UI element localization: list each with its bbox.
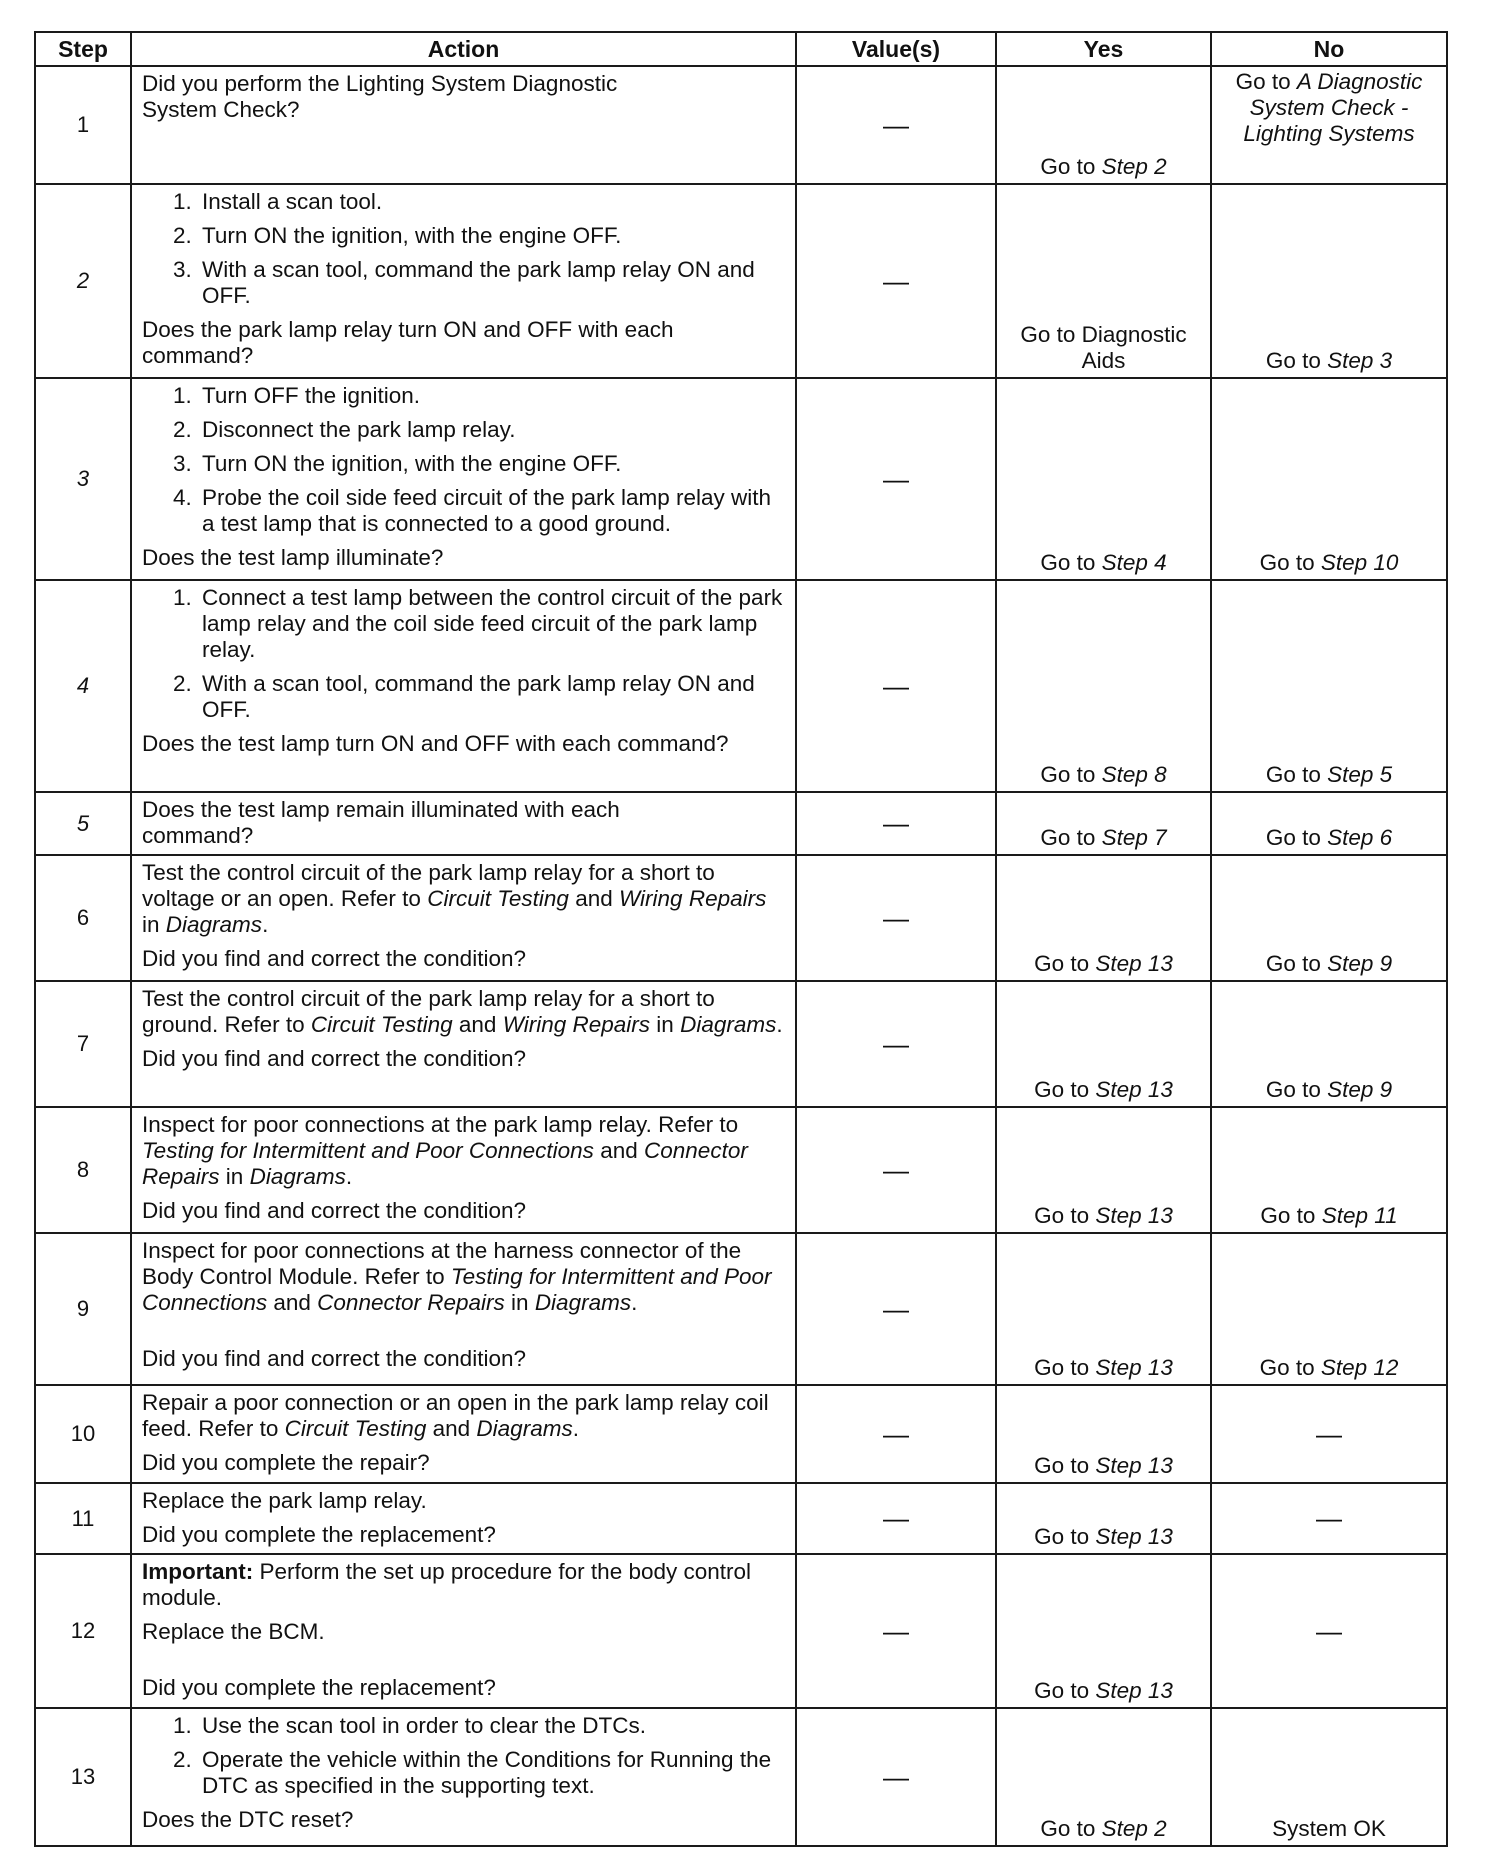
- value-dash: —: [796, 580, 996, 792]
- connector-word: and: [600, 1138, 638, 1163]
- reference-link: Diagrams: [476, 1416, 573, 1441]
- action-cell: [131, 981, 796, 1107]
- list-item: 1. Install a scan tool.: [198, 189, 785, 215]
- step-ref: Step 2: [1101, 154, 1167, 179]
- goto-text: Go to: [1040, 825, 1096, 850]
- value-dash: —: [796, 378, 996, 580]
- action-text: Replace the BCM.: [142, 1619, 325, 1644]
- step-ref: Step 6: [1327, 825, 1393, 850]
- table-row: [35, 1554, 1447, 1708]
- goto-text: Go to: [1034, 1678, 1090, 1703]
- table-row: [35, 184, 1447, 378]
- yes-cell: [996, 66, 1211, 184]
- reference-link: Testing for Intermittent and Poor Connections: [142, 1264, 772, 1315]
- yes-cell: [996, 1233, 1211, 1385]
- action-cell: [131, 1107, 796, 1233]
- step-ref: A Diagnostic System Check - Lighting Systems: [1243, 69, 1423, 146]
- value-dash: —: [796, 1708, 996, 1846]
- reference-link: Testing for Intermittent and Poor Connections: [142, 1138, 594, 1163]
- yes-cell: [996, 1554, 1211, 1708]
- no-cell: [1211, 1107, 1447, 1233]
- list-item: 2. Disconnect the park lamp relay.: [198, 417, 785, 443]
- action-text: Inspect for poor connections at the park lamp relay. Refer to Testing for Intermittent and Poor Connections and Connector Repairs in Diagrams.: [142, 1112, 748, 1189]
- action-question: Did you perform the Lighting System Diagnostic System Check?: [142, 71, 618, 122]
- no-cell: System OK: [1211, 1708, 1447, 1846]
- goto-text: Go to: [1034, 1453, 1090, 1478]
- step-number: 5: [35, 792, 131, 855]
- action-text: Test the control circuit of the park lamp relay for a short to ground. Refer to Circuit Testing and Wiring Repairs in Diagrams.: [142, 986, 783, 1037]
- yes-cell: [996, 1385, 1211, 1483]
- connector-word: in: [225, 1164, 244, 1189]
- action-cell: [131, 1708, 796, 1846]
- list-item: 3. With a scan tool, command the park lamp relay ON and OFF.: [198, 257, 785, 309]
- action-cell: [131, 1554, 796, 1708]
- table-row: [35, 1708, 1447, 1846]
- goto-text: Go to: [1034, 1355, 1090, 1380]
- action-cell: [131, 1385, 796, 1483]
- reference-link: Diagrams: [165, 912, 263, 937]
- goto-text: Go to: [1034, 1203, 1090, 1228]
- step-ref: Step 5: [1327, 762, 1393, 787]
- step-ref: Step 9: [1327, 951, 1393, 976]
- step-ref: Step 13: [1095, 1524, 1173, 1549]
- step-ref: Step 3: [1327, 348, 1393, 373]
- step-ref: Step 9: [1327, 1077, 1393, 1102]
- no-cell: [1211, 378, 1447, 580]
- table-row: [35, 792, 1447, 855]
- step-ref: Step 13: [1095, 951, 1173, 976]
- reference-link: Connector Repairs: [142, 1138, 748, 1189]
- yes-cell: [996, 792, 1211, 855]
- action-cell: [131, 855, 796, 981]
- table-row: [35, 1233, 1447, 1385]
- header-row: [35, 32, 1447, 66]
- no-cell: —: [1211, 1483, 1447, 1554]
- value-dash: —: [796, 1233, 996, 1385]
- yes-cell: Go to Diagnostic Aids: [996, 184, 1211, 378]
- action-text: Inspect for poor connections at the harness connector of the Body Control Module. Refer to Testing for Intermittent and Poor Connections and Connector Repairs in Diagrams.: [142, 1238, 772, 1315]
- goto-text: Go to: [1265, 825, 1321, 850]
- step-ref: Step 13: [1095, 1678, 1173, 1703]
- goto-text: Go to: [1265, 762, 1321, 787]
- instruction-text: Inspect for poor connections at the park lamp relay. Refer to: [142, 1112, 739, 1137]
- instruction-text: Test the control circuit of the park lamp relay for a short to ground. Refer to: [142, 986, 715, 1037]
- step-ref: Step 13: [1095, 1203, 1173, 1228]
- value-dash: —: [796, 1107, 996, 1233]
- action-question: Does the test lamp turn ON and OFF with each command?: [142, 731, 729, 756]
- diagnostic-table: [34, 31, 1448, 1847]
- no-cell: [1211, 580, 1447, 792]
- value-dash: —: [796, 981, 996, 1107]
- connector-word: in: [142, 912, 160, 937]
- procedure-list: [142, 383, 785, 537]
- connector-word: and: [575, 886, 613, 911]
- procedure-list: [142, 1713, 785, 1799]
- yes-cell: [996, 981, 1211, 1107]
- connector-word: and: [458, 1012, 497, 1037]
- step-ref: Step 10: [1320, 550, 1399, 575]
- step-number: 12: [35, 1554, 131, 1708]
- connector-word: and: [432, 1416, 471, 1441]
- goto-text: Go to: [1034, 1077, 1090, 1102]
- connector-word: in: [656, 1012, 674, 1037]
- action-cell: [131, 1233, 796, 1385]
- action-cell: [131, 184, 796, 378]
- header-yes: Yes: [996, 32, 1211, 66]
- header-step: Step: [35, 32, 131, 66]
- step-ref: Step 11: [1321, 1203, 1398, 1228]
- no-cell: [1211, 1233, 1447, 1385]
- instruction-text: Repair a poor connection or an open in the park lamp relay coil feed. Refer to: [142, 1390, 769, 1441]
- action-question: Did you find and correct the condition?: [142, 1198, 526, 1223]
- action-question: Does the park lamp relay turn ON and OFF with each command?: [142, 317, 674, 368]
- step-number: 4: [35, 580, 131, 792]
- procedure-list: [142, 585, 785, 723]
- goto-text: Go to: [1034, 1524, 1090, 1549]
- list-item: 2. With a scan tool, command the park lamp relay ON and OFF.: [198, 671, 785, 723]
- action-question: Did you find and correct the condition?: [142, 946, 526, 971]
- goto-text: Go to: [1260, 1203, 1316, 1228]
- instruction-text: Inspect for poor connections at the harness connector of the Body Control Module. Refer to: [142, 1238, 742, 1289]
- table-row: [35, 580, 1447, 792]
- list-item: 1. Use the scan tool in order to clear the DTCs.: [198, 1713, 785, 1739]
- procedure-list: [142, 189, 785, 309]
- list-item: 2. Operate the vehicle within the Conditions for Running the DTC as specified in the supporting text.: [198, 1747, 785, 1799]
- list-item: 4. Probe the coil side feed circuit of the park lamp relay with a test lamp that is connected to a good ground.: [198, 485, 785, 537]
- reference-link: Circuit Testing: [284, 1416, 427, 1441]
- connector-word: and: [273, 1290, 311, 1315]
- table-row: [35, 1107, 1447, 1233]
- list-item: 1. Turn OFF the ignition.: [198, 383, 785, 409]
- step-number: 2: [35, 184, 131, 378]
- goto-text: Go to: [1040, 762, 1096, 787]
- no-cell: [1211, 792, 1447, 855]
- no-cell: [1211, 855, 1447, 981]
- step-number: 8: [35, 1107, 131, 1233]
- goto-text: Go to: [1265, 951, 1321, 976]
- value-dash: —: [796, 1483, 996, 1554]
- important-note: [142, 1559, 785, 1611]
- step-ref: Step 4: [1101, 550, 1167, 575]
- connector-word: in: [511, 1290, 529, 1315]
- yes-cell: [996, 855, 1211, 981]
- table-row: [35, 1385, 1447, 1483]
- yes-cell: [996, 1708, 1211, 1846]
- action-cell: [131, 66, 796, 184]
- action-question: Does the DTC reset?: [142, 1807, 354, 1832]
- no-cell: [1211, 66, 1447, 184]
- action-text: Replace the park lamp relay.: [142, 1488, 427, 1513]
- yes-cell: [996, 1107, 1211, 1233]
- important-label: Important:: [142, 1559, 254, 1584]
- value-dash: —: [796, 1554, 996, 1708]
- step-number: 3: [35, 378, 131, 580]
- goto-text: Go to: [1265, 348, 1321, 373]
- value-dash: —: [796, 792, 996, 855]
- reference-link: Diagrams: [680, 1012, 777, 1037]
- yes-cell: [996, 378, 1211, 580]
- step-number: 9: [35, 1233, 131, 1385]
- header-no: No: [1211, 32, 1447, 66]
- value-dash: —: [796, 184, 996, 378]
- goto-text: Go to: [1034, 951, 1090, 976]
- step-number: 6: [35, 855, 131, 981]
- action-cell: [131, 378, 796, 580]
- reference-link: Diagrams: [249, 1164, 346, 1189]
- list-item: 2. Turn ON the ignition, with the engine OFF.: [198, 223, 785, 249]
- reference-link: Circuit Testing: [427, 886, 569, 911]
- table-row: [35, 855, 1447, 981]
- goto-text: Go to: [1259, 550, 1315, 575]
- step-ref: Step 13: [1095, 1453, 1173, 1478]
- list-item: 1. Connect a test lamp between the control circuit of the park lamp relay and the coil side feed circuit of the park lamp relay.: [198, 585, 785, 663]
- action-question: Did you complete the replacement?: [142, 1675, 496, 1700]
- step-ref: Step 2: [1101, 1816, 1167, 1841]
- header-action: Action: [131, 32, 796, 66]
- step-number: 11: [35, 1483, 131, 1554]
- reference-link: Wiring Repairs: [619, 886, 767, 911]
- yes-cell: [996, 1483, 1211, 1554]
- reference-link: Connector Repairs: [317, 1290, 505, 1315]
- action-cell: [131, 1483, 796, 1554]
- reference-link: Wiring Repairs: [502, 1012, 651, 1037]
- goto-text: Go to: [1259, 1355, 1315, 1380]
- action-cell: [131, 792, 796, 855]
- reference-link: Diagrams: [534, 1290, 632, 1315]
- reference-link: Circuit Testing: [310, 1012, 453, 1037]
- step-ref: Step 13: [1095, 1077, 1173, 1102]
- action-question: Does the test lamp illuminate?: [142, 545, 444, 570]
- action-question: Does the test lamp remain illuminated with each command?: [142, 797, 620, 848]
- no-cell: [1211, 184, 1447, 378]
- value-dash: —: [796, 1385, 996, 1483]
- step-ref: Step 8: [1101, 762, 1167, 787]
- table-row: [35, 1483, 1447, 1554]
- goto-text: Go to: [1235, 69, 1291, 94]
- step-number: 1: [35, 66, 131, 184]
- important-text: Perform the set up procedure for the body control module.: [142, 1559, 752, 1610]
- step-ref: Step 12: [1320, 1355, 1399, 1380]
- goto-text: Go to: [1265, 1077, 1321, 1102]
- step-ref: Step 13: [1095, 1355, 1173, 1380]
- action-text: Test the control circuit of the park lamp relay for a short to voltage or an open. Refer to Circuit Testing and Wiring Repairs in Diagrams.: [142, 860, 767, 937]
- table-row: [35, 981, 1447, 1107]
- list-item: 3. Turn ON the ignition, with the engine OFF.: [198, 451, 785, 477]
- no-cell: [1211, 981, 1447, 1107]
- goto-text: Go to: [1040, 154, 1096, 179]
- instruction-text: Test the control circuit of the park lamp relay for a short to voltage or an open. Refer to: [142, 860, 715, 911]
- step-ref: Step 7: [1101, 825, 1167, 850]
- no-cell: —: [1211, 1385, 1447, 1483]
- goto-text: Go to: [1040, 1816, 1096, 1841]
- header-values: Value(s): [796, 32, 996, 66]
- action-text: Repair a poor connection or an open in the park lamp relay coil feed. Refer to Circuit Testing and Diagrams.: [142, 1390, 769, 1441]
- value-dash: —: [796, 855, 996, 981]
- action-question: Did you find and correct the condition?: [142, 1346, 526, 1371]
- action-question: Did you complete the replacement?: [142, 1522, 496, 1547]
- goto-text: Go to: [1040, 550, 1096, 575]
- yes-cell: [996, 580, 1211, 792]
- step-number: 10: [35, 1385, 131, 1483]
- table-row: [35, 66, 1447, 184]
- step-number: 13: [35, 1708, 131, 1846]
- value-dash: —: [796, 66, 996, 184]
- action-question: Did you complete the repair?: [142, 1450, 430, 1475]
- step-number: 7: [35, 981, 131, 1107]
- table-row: [35, 378, 1447, 580]
- action-question: Did you find and correct the condition?: [142, 1046, 526, 1071]
- no-cell: —: [1211, 1554, 1447, 1708]
- action-cell: [131, 580, 796, 792]
